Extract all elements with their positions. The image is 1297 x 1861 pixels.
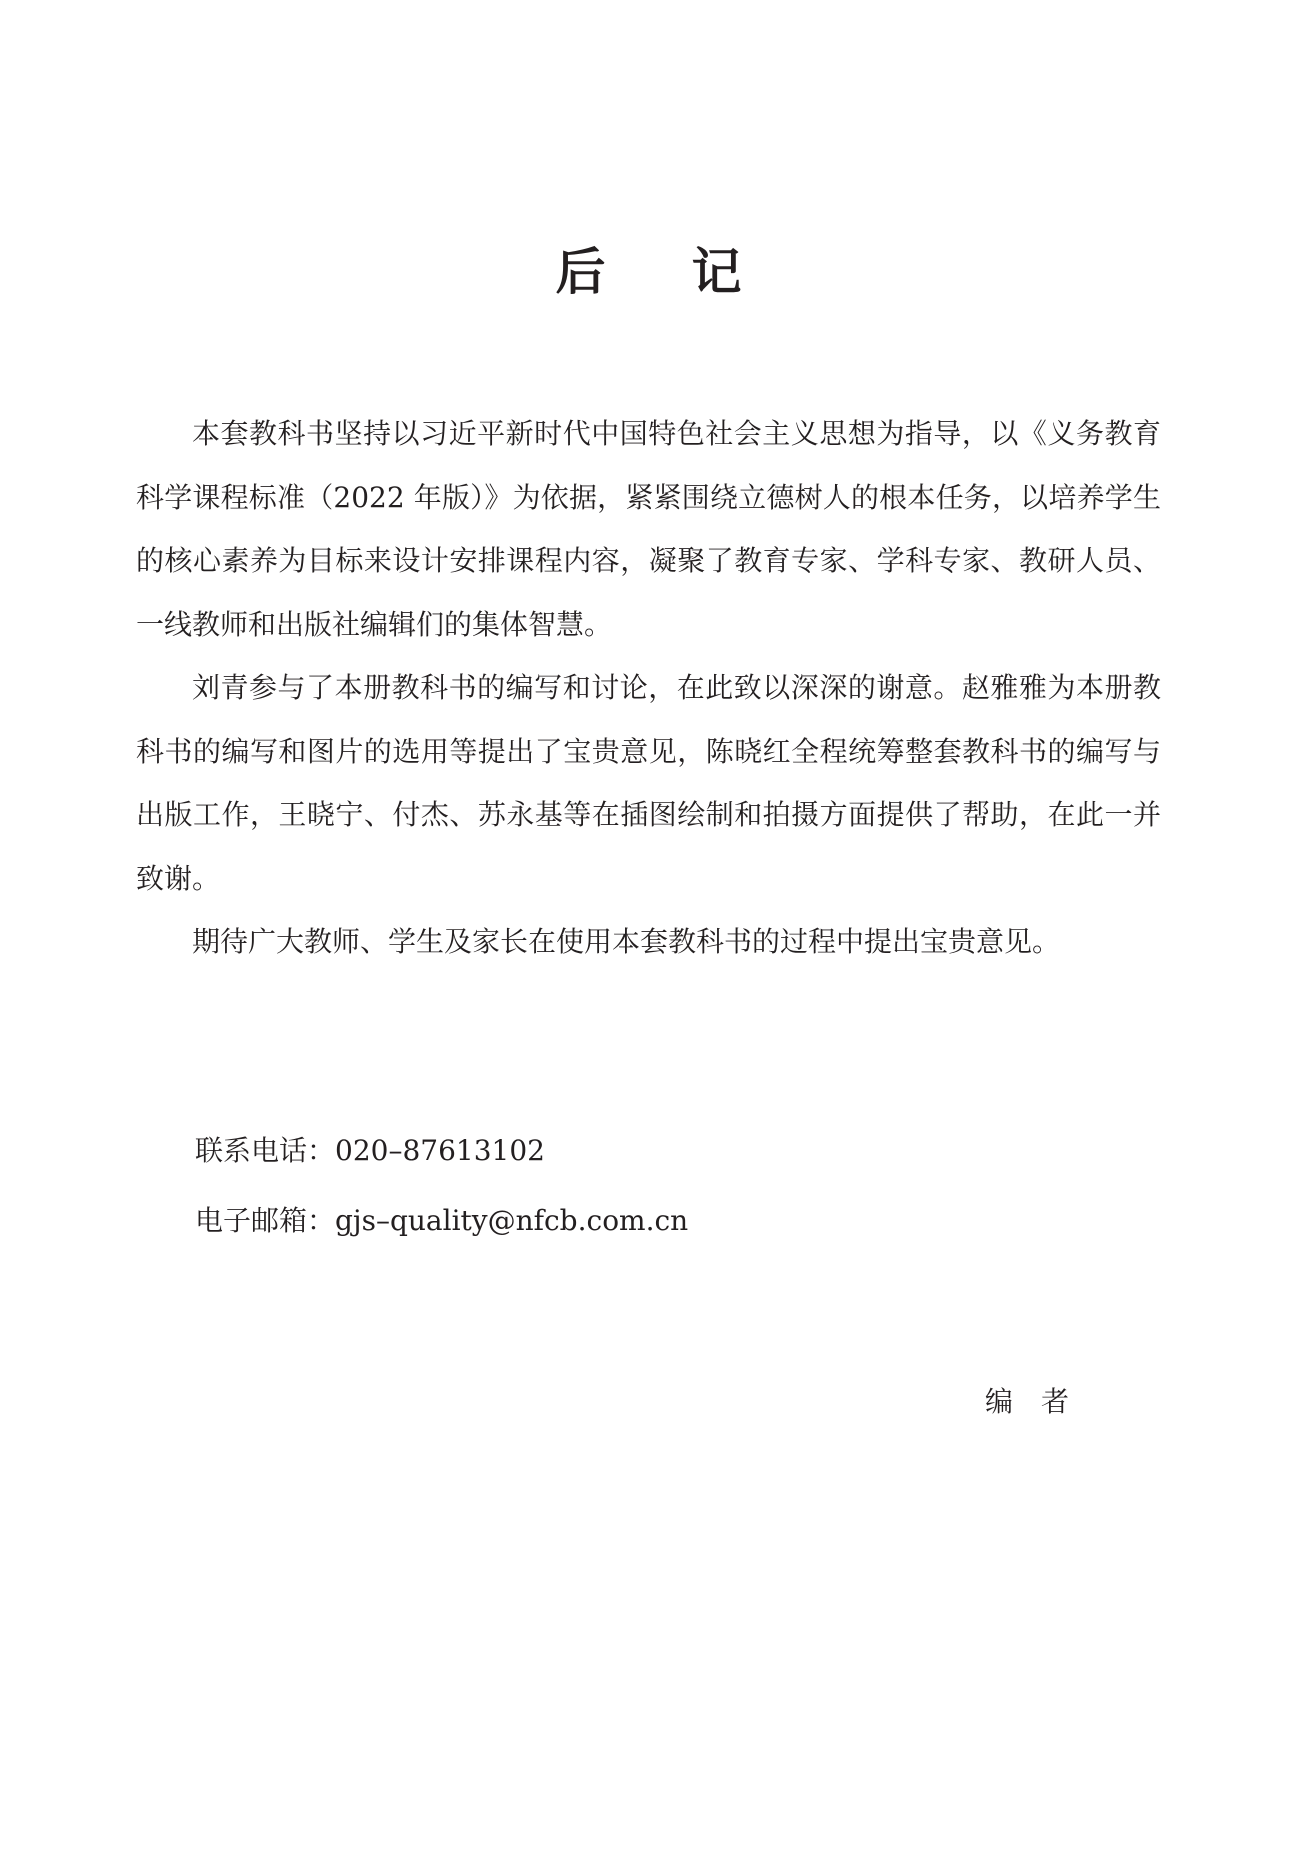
signature: 编 者	[985, 1385, 1070, 1418]
title-char-2: 记	[691, 243, 742, 301]
paragraph-feedback: 期待广大教师、学生及家长在使用本套教科书的过程中提出宝贵意见。	[192, 925, 1061, 958]
contact-phone: 联系电话：020–87613102	[195, 1134, 545, 1167]
page-title	[0, 232, 1297, 312]
paragraph-acknowledgements: 刘青参与了本册教科书的编写和讨论，在此致以深深的谢意。赵雅雅为本册教科书的编写和图片的选用等提出了宝贵意见，陈晓红全程统筹整套教科书的编写与出版工作，王晓宁、付杰、苏永基等在插图绘制和拍摄方面提供了帮助，在此一并致谢。	[136, 671, 1161, 895]
paragraph-intro: 本套教科书坚持以习近平新时代中国特色社会主义思想为指导，以《义务教育科学课程标准（2022 年版）》为依据，紧紧围绕立德树人的根本任务，以培养学生的核心素养为目标来设计安排课程内容，凝聚了教育专家、学科专家、教研人员、一线教师和出版社编辑们的集体智慧。	[136, 417, 1161, 641]
afterword-body	[136, 402, 1161, 974]
title-char-1: 后	[555, 243, 606, 301]
contact-info	[195, 1116, 1095, 1256]
contact-email: 电子邮箱：gjs–quality@nfcb.com.cn	[195, 1204, 689, 1237]
